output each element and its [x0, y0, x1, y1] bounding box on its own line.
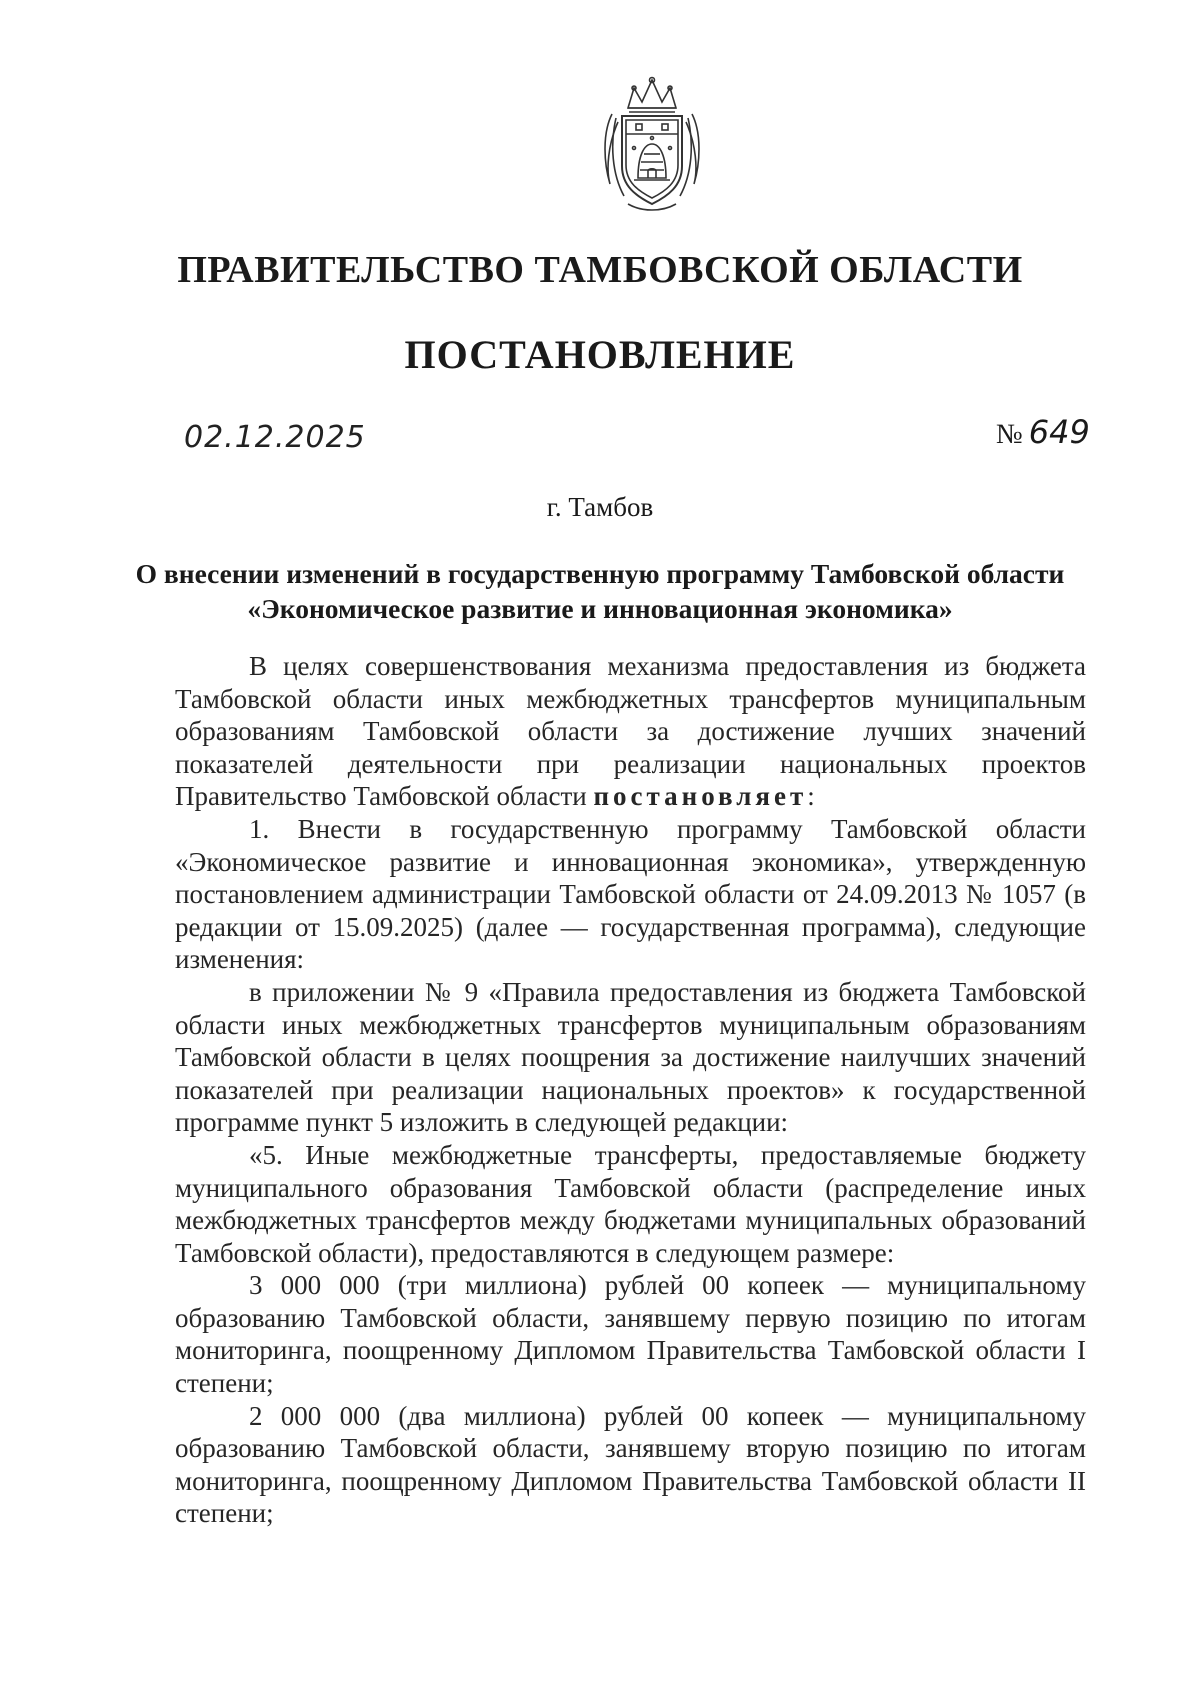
document-city: г. Тамбов	[546, 492, 654, 522]
preamble-paragraph	[175, 650, 1086, 813]
tambov-coat-of-arms-icon	[598, 74, 706, 214]
document-date: 02.12.2025	[184, 420, 366, 455]
point-5-paragraph: «5. Иные межбюджетные трансферты, предоставляемые бюджету муниципального образования Тамбовской области (распределение иных межбюджетных трансфертов между бюджетами муниципальных образований Тамбовской области), предоставляются в следующем размере:	[175, 1139, 1086, 1268]
decree-colon: :	[807, 781, 815, 812]
organization-title: ПРАВИТЕЛЬСТВО ТАМБОВСКОЙ ОБЛАСТИ	[177, 249, 1023, 291]
item-1-detail-paragraph: в приложении № 9 «Правила предоставления из бюджета Тамбовской области иных межбюджетных трансфертов муниципальным образованиям Тамбовской области в целях поощрения за достижение наилучших значений показателей при реализации национальных проектов» к государственной программе пункт 5 изложить в следующей редакции:	[175, 976, 1086, 1138]
document-subject	[0, 556, 1200, 626]
subject-line: «Экономическое развитие и инновационная экономика»	[247, 593, 953, 624]
number-sign: №	[996, 419, 1023, 450]
amount-first-paragraph: 3 000 000 (три миллиона) рублей 00 копеек — муниципальному образованию Тамбовской области, занявшему первую позицию по итогам мониторинга, поощренному Дипломом Правительства Тамбовской области I степени;	[175, 1270, 1086, 1399]
document-body	[175, 650, 1086, 1530]
amount-second-paragraph: 2 000 000 (два миллиона) рублей 00 копеек — муниципальному образованию Тамбовской области, занявшему вторую позицию по итогам мониторинга, поощренному Дипломом Правительства Тамбовской области II степени;	[175, 1400, 1086, 1529]
document-number	[996, 412, 1090, 459]
preamble-text: В целях совершенствования механизма предоставления из бюджета Тамбовской области иных межбюджетных трансфертов муниципальным образованиям Тамбовской области за достижение лучших значений показателей деятельности при реализации национальных проектов Правительство Тамбовской области	[175, 651, 1086, 812]
number-value: 649	[1028, 413, 1090, 451]
subject-line: О внесении изменений в государственную программу Тамбовской области	[135, 558, 1065, 589]
item-1-paragraph: 1. Внести в государственную программу Тамбовской области «Экономическое развитие и инновационная экономика», утвержденную постановлением администрации Тамбовской области от 24.09.2013 № 1057 (в редакции от 15.09.2025) (далее — государственная программа), следующие изменения:	[175, 813, 1086, 975]
document-type: ПОСТАНОВЛЕНИЕ	[404, 332, 796, 377]
decree-word: постановляет	[593, 781, 808, 812]
